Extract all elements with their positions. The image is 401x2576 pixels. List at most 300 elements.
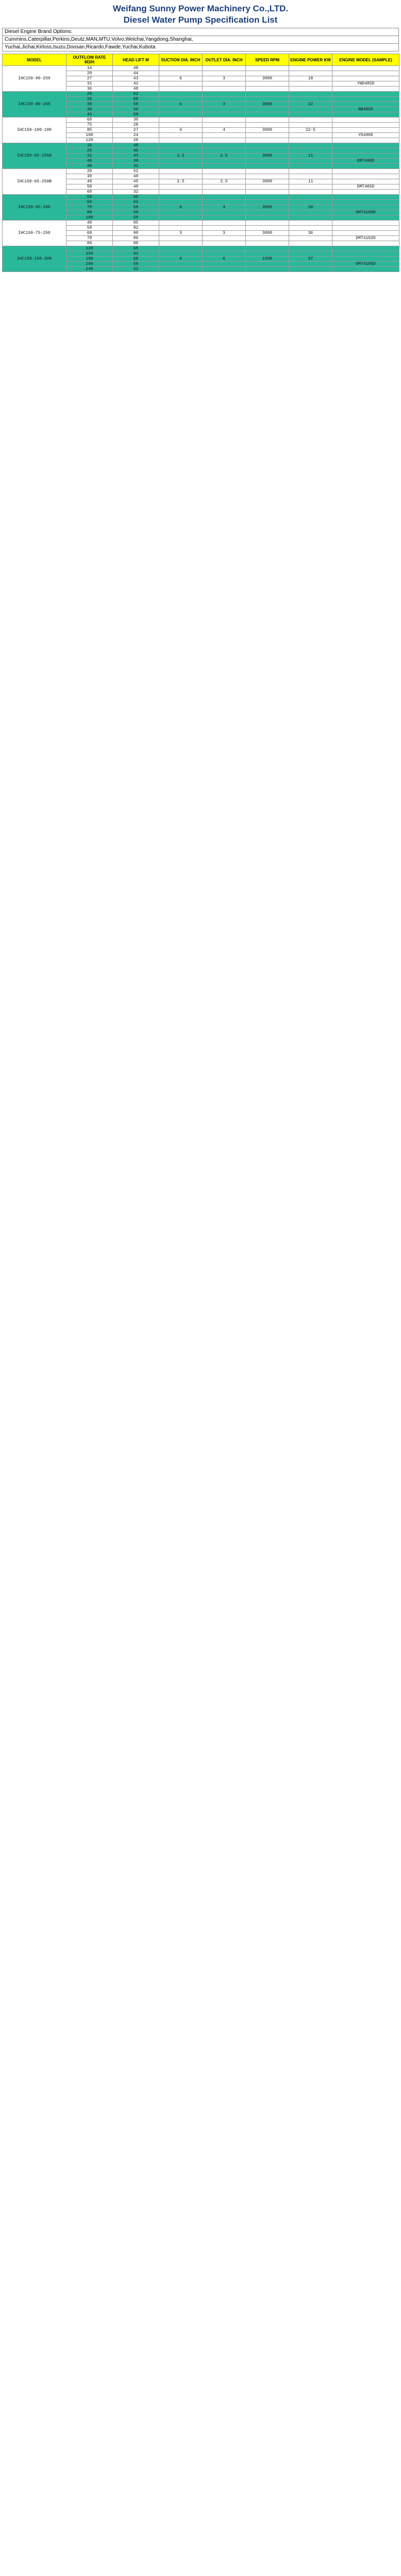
table-cell (289, 107, 332, 112)
table-cell: 22 (289, 102, 332, 107)
notes-row (3, 28, 399, 36)
table-row (3, 169, 399, 174)
table-cell: DMT490D (332, 159, 399, 164)
model-cell: IHC150-100-180 (3, 117, 66, 143)
table-cell: 100 (66, 215, 113, 221)
table-cell (203, 246, 246, 251)
table-cell (246, 81, 289, 87)
column-header: OUTLET DIA. INCH (203, 54, 246, 66)
table-row (3, 117, 399, 123)
model-cell: IHC150-65-250A (3, 143, 66, 169)
table-cell: 44 (113, 71, 159, 76)
table-cell: 50 (113, 112, 159, 117)
table-cell (332, 102, 399, 107)
table-cell (289, 174, 332, 179)
table-cell: 50 (66, 195, 113, 200)
table-cell: 180 (66, 257, 113, 262)
table-cell (246, 262, 289, 267)
table-cell (246, 112, 289, 117)
table-cell (332, 76, 399, 81)
spec-sheet (0, 0, 401, 272)
model-cell: IHC150-90-250 (3, 66, 66, 92)
table-cell (332, 138, 399, 143)
spec-table (2, 54, 399, 272)
table-cell: 28 (113, 123, 159, 128)
table-cell: DMT4105D (332, 262, 399, 267)
table-cell: 25 (66, 148, 113, 154)
table-cell: 2.5 (203, 179, 246, 184)
table-cell: 3000 (246, 128, 289, 133)
table-cell (289, 251, 332, 257)
table-cell (203, 210, 246, 215)
table-cell: 3 (203, 76, 246, 81)
table-row (3, 92, 399, 97)
table-cell (289, 262, 332, 267)
table-cell (159, 87, 203, 92)
table-cell (289, 71, 332, 76)
table-cell (332, 267, 399, 272)
table-cell (159, 221, 203, 226)
table-cell (246, 92, 289, 97)
notes-row (3, 44, 399, 52)
table-cell (332, 205, 399, 210)
table-cell (203, 164, 246, 169)
table-cell (246, 200, 289, 205)
table-cell (159, 133, 203, 138)
table-cell (246, 148, 289, 154)
table-cell (159, 184, 203, 190)
table-cell: 65 (113, 246, 159, 251)
table-cell (246, 66, 289, 71)
table-cell: 26 (66, 97, 113, 102)
table-cell (246, 138, 289, 143)
table-cell: 150 (66, 251, 113, 257)
table-cell (246, 267, 289, 272)
table-cell (159, 210, 203, 215)
table-cell: 4 (203, 205, 246, 210)
table-cell (246, 174, 289, 179)
table-cell: 60 (66, 200, 113, 205)
table-cell: 3000 (246, 205, 289, 210)
table-cell: 240 (66, 267, 113, 272)
column-header: ENGINE MODEL (SAMPLE) (332, 54, 399, 66)
table-cell (203, 81, 246, 87)
column-header: MODEL (3, 54, 66, 66)
table-cell (289, 215, 332, 221)
table-cell: 4 (159, 128, 203, 133)
table-cell (246, 117, 289, 123)
table-cell: 11 (289, 179, 332, 184)
table-cell (246, 246, 289, 251)
table-cell: 2.5 (159, 179, 203, 184)
table-cell (203, 215, 246, 221)
table-cell (289, 267, 332, 272)
table-cell: 3000 (246, 154, 289, 159)
table-cell: 20 (113, 138, 159, 143)
table-cell: 62 (113, 92, 159, 97)
table-cell (289, 123, 332, 128)
table-cell: 85 (66, 128, 113, 133)
table-cell: 36 (66, 107, 113, 112)
table-cell: 62 (113, 200, 159, 205)
table-cell: 20 (66, 92, 113, 97)
table-cell (203, 184, 246, 190)
model-cell: IHC150-65-250B (3, 169, 66, 195)
table-cell (159, 81, 203, 87)
table-cell: 75 (66, 123, 113, 128)
table-cell (203, 174, 246, 179)
table-cell: 3 (159, 231, 203, 236)
table-row (3, 66, 399, 71)
table-cell: 40 (66, 159, 113, 164)
table-cell (332, 190, 399, 195)
table-cell (246, 71, 289, 76)
table-cell (332, 112, 399, 117)
table-cell: 70 (66, 205, 113, 210)
table-cell: 6 (159, 102, 203, 107)
table-cell: 92 (113, 226, 159, 231)
table-cell: 31 (66, 81, 113, 87)
table-cell (159, 169, 203, 174)
table-cell: 52 (113, 267, 159, 272)
table-cell: 4 (203, 128, 246, 133)
table-cell (289, 97, 332, 102)
table-cell (203, 148, 246, 154)
table-cell: 200 (66, 262, 113, 267)
table-cell: 60 (113, 97, 159, 102)
table-cell (246, 221, 289, 226)
table-cell (203, 241, 246, 246)
table-cell (159, 246, 203, 251)
table-cell (159, 190, 203, 195)
table-cell (159, 262, 203, 267)
table-cell (246, 169, 289, 174)
table-cell: 60 (66, 190, 113, 195)
table-cell (289, 87, 332, 92)
table-cell: 1500 (246, 257, 289, 262)
table-cell: 50 (66, 226, 113, 231)
model-cell: IHC150-150-300 (3, 246, 66, 272)
table-cell (289, 148, 332, 154)
table-cell: 40 (113, 87, 159, 92)
table-cell (289, 241, 332, 246)
table-cell (246, 159, 289, 164)
table-cell (332, 87, 399, 92)
table-cell (203, 92, 246, 97)
table-cell (332, 195, 399, 200)
table-cell (159, 107, 203, 112)
table-cell (332, 117, 399, 123)
table-cell (159, 123, 203, 128)
table-cell (246, 164, 289, 169)
table-cell (203, 87, 246, 92)
table-cell: 30 (289, 205, 332, 210)
table-cell: 56 (113, 107, 159, 112)
table-cell (203, 236, 246, 241)
table-cell: 48 (113, 143, 159, 148)
notes-line: Cummins,Caterpillar,Perkins,Deutz,MAN,MTU,Volvo,Weichai,Yangdong,Shanghai, (3, 36, 399, 44)
table-cell: 48 (66, 164, 113, 169)
table-cell: 50 (66, 184, 113, 190)
column-header: SUCTION DIA. INCH (159, 54, 203, 66)
table-cell: 20 (66, 71, 113, 76)
table-cell: 32 (113, 190, 159, 195)
table-cell (203, 200, 246, 205)
table-cell (332, 71, 399, 76)
table-cell (289, 81, 332, 87)
table-cell: YD490D (332, 133, 399, 138)
table-cell: 45 (113, 179, 159, 184)
table-cell: 27 (113, 128, 159, 133)
table-cell (203, 112, 246, 117)
table-row (3, 221, 399, 226)
table-cell: 18 (289, 76, 332, 81)
table-cell (289, 92, 332, 97)
table-cell: 65 (113, 195, 159, 200)
table-cell: 58 (113, 102, 159, 107)
table-cell (289, 195, 332, 200)
table-cell: 20 (66, 169, 113, 174)
table-cell (332, 257, 399, 262)
table-cell: NB485D (332, 107, 399, 112)
table-cell (159, 195, 203, 200)
model-cell: IHC150-65-200 (3, 195, 66, 221)
table-row (3, 246, 399, 251)
table-cell (289, 190, 332, 195)
table-cell (203, 138, 246, 143)
table-cell: 62 (113, 251, 159, 257)
table-cell (159, 251, 203, 257)
table-cell: 37 (289, 257, 332, 262)
table-cell (203, 221, 246, 226)
table-cell: 42 (113, 81, 159, 87)
table-cell: 3000 (246, 76, 289, 81)
table-cell (246, 107, 289, 112)
table-cell (289, 159, 332, 164)
table-cell (289, 66, 332, 71)
table-cell: 45 (113, 148, 159, 154)
table-cell (289, 210, 332, 215)
table-cell (246, 210, 289, 215)
table-cell (203, 169, 246, 174)
table-cell: 30 (66, 174, 113, 179)
table-cell: 49 (113, 174, 159, 179)
table-cell (203, 195, 246, 200)
table-cell: DMT485D (332, 184, 399, 190)
table-cell (246, 236, 289, 241)
table-cell: 45 (66, 112, 113, 117)
table-cell: 6 (159, 257, 203, 262)
table-cell (332, 92, 399, 97)
table-cell (289, 164, 332, 169)
table-cell (289, 226, 332, 231)
table-cell: 36 (289, 231, 332, 236)
table-cell (289, 200, 332, 205)
table-cell (332, 66, 399, 71)
company-title: Weifang Sunny Power Machinery Co.,LTD. (112, 4, 289, 13)
table-cell (203, 226, 246, 231)
table-cell (332, 143, 399, 148)
table-cell (203, 71, 246, 76)
table-cell: 36 (66, 87, 113, 92)
table-cell (289, 138, 332, 143)
header-row (3, 54, 399, 66)
table-cell (159, 267, 203, 272)
table-cell (246, 133, 289, 138)
table-cell (332, 226, 399, 231)
table-cell: 58 (113, 210, 159, 215)
table-cell: 40 (66, 179, 113, 184)
table-cell (246, 241, 289, 246)
table-cell (203, 117, 246, 123)
table-cell (159, 148, 203, 154)
column-header: SPEED RPM (246, 54, 289, 66)
table-cell (332, 164, 399, 169)
table-cell: 6 (203, 257, 246, 262)
table-cell (332, 215, 399, 221)
table-cell: 40 (113, 184, 159, 190)
table-cell (203, 107, 246, 112)
table-cell (332, 169, 399, 174)
table-cell: 30 (113, 117, 159, 123)
table-cell: 24 (113, 133, 159, 138)
table-cell: 86 (113, 236, 159, 241)
table-cell: DMT4100D (332, 210, 399, 215)
table-cell: 90 (113, 231, 159, 236)
table-cell (159, 138, 203, 143)
table-cell (246, 190, 289, 195)
table-cell (203, 251, 246, 257)
table-cell: 3 (203, 102, 246, 107)
table-cell (289, 143, 332, 148)
table-cell (289, 112, 332, 117)
table-cell: 43 (113, 76, 159, 81)
table-cell: 43 (113, 154, 159, 159)
table-cell (159, 226, 203, 231)
table-cell: 30 (66, 102, 113, 107)
engine-brand-notes (2, 28, 399, 52)
table-cell: 95 (113, 221, 159, 226)
table-cell (159, 112, 203, 117)
table-cell: 58 (113, 262, 159, 267)
table-cell (332, 179, 399, 184)
notes-line: Diesel Engine Brand Options: (3, 28, 399, 36)
table-cell (203, 133, 246, 138)
table-cell: 100 (66, 133, 113, 138)
table-cell (332, 246, 399, 251)
table-cell: 80 (66, 210, 113, 215)
table-cell: 27 (66, 76, 113, 81)
table-cell: 6 (159, 76, 203, 81)
table-cell: 3 (203, 231, 246, 236)
table-cell (203, 267, 246, 272)
table-cell: 2.5 (159, 154, 203, 159)
table-cell (159, 215, 203, 221)
table-cell: 50 (113, 215, 159, 221)
table-cell (289, 236, 332, 241)
table-cell (246, 143, 289, 148)
table-row (3, 195, 399, 200)
table-cell (289, 246, 332, 251)
table-cell: 11 (289, 154, 332, 159)
model-cell: IHC150-75-250 (3, 221, 66, 246)
model-cell: IHC150-80-260 (3, 92, 66, 117)
column-header: OUTFLOW RATE M3/H (66, 54, 113, 66)
table-cell: 60 (113, 205, 159, 210)
table-cell: 40 (66, 221, 113, 226)
table-cell (332, 174, 399, 179)
table-cell (332, 154, 399, 159)
table-cell (159, 97, 203, 102)
notes-line: Yuchai,Jichai,Kirloss,Isuzu,Doosan,Ricardo,Fawde,Yuchai,Kubota (3, 44, 399, 52)
table-cell (332, 221, 399, 226)
table-cell (203, 123, 246, 128)
table-cell (332, 251, 399, 257)
table-cell (159, 143, 203, 148)
table-cell: 22-5 (289, 128, 332, 133)
table-cell (289, 133, 332, 138)
table-cell (246, 195, 289, 200)
table-cell (332, 231, 399, 236)
table-cell: 80 (66, 241, 113, 246)
table-cell: 48 (113, 66, 159, 71)
table-cell: 31 (66, 154, 113, 159)
table-cell (159, 164, 203, 169)
table-cell: 2.5 (203, 154, 246, 159)
table-cell (159, 236, 203, 241)
table-cell (203, 97, 246, 102)
table-cell: 3000 (246, 102, 289, 107)
table-cell (332, 128, 399, 133)
notes-row (3, 36, 399, 44)
table-cell (246, 184, 289, 190)
table-cell (289, 117, 332, 123)
table-cell: 38 (113, 159, 159, 164)
table-cell (159, 174, 203, 179)
table-cell (159, 117, 203, 123)
table-cell: 120 (66, 138, 113, 143)
column-header: ENGINE POWER KW (289, 54, 332, 66)
table-cell (246, 87, 289, 92)
table-cell (246, 226, 289, 231)
table-cell (203, 262, 246, 267)
table-cell (332, 200, 399, 205)
table-cell (289, 169, 332, 174)
table-cell (332, 97, 399, 102)
table-cell: 70 (66, 236, 113, 241)
column-header: HEAD LIFT M (113, 54, 159, 66)
table-cell: 32 (113, 164, 159, 169)
table-cell (332, 241, 399, 246)
table-cell: 3000 (246, 179, 289, 184)
table-cell: 60 (113, 257, 159, 262)
table-cell (159, 241, 203, 246)
table-cell (332, 148, 399, 154)
table-cell: YND485D (332, 81, 399, 87)
table-cell (246, 215, 289, 221)
spec-body (3, 54, 399, 272)
table-cell: 120 (66, 246, 113, 251)
table-cell (203, 190, 246, 195)
table-cell (246, 97, 289, 102)
table-cell: 60 (66, 117, 113, 123)
table-cell: 80 (113, 241, 159, 246)
table-cell (159, 92, 203, 97)
table-cell: 6 (159, 205, 203, 210)
table-cell (332, 123, 399, 128)
table-cell: 16 (66, 143, 113, 148)
table-cell (289, 184, 332, 190)
